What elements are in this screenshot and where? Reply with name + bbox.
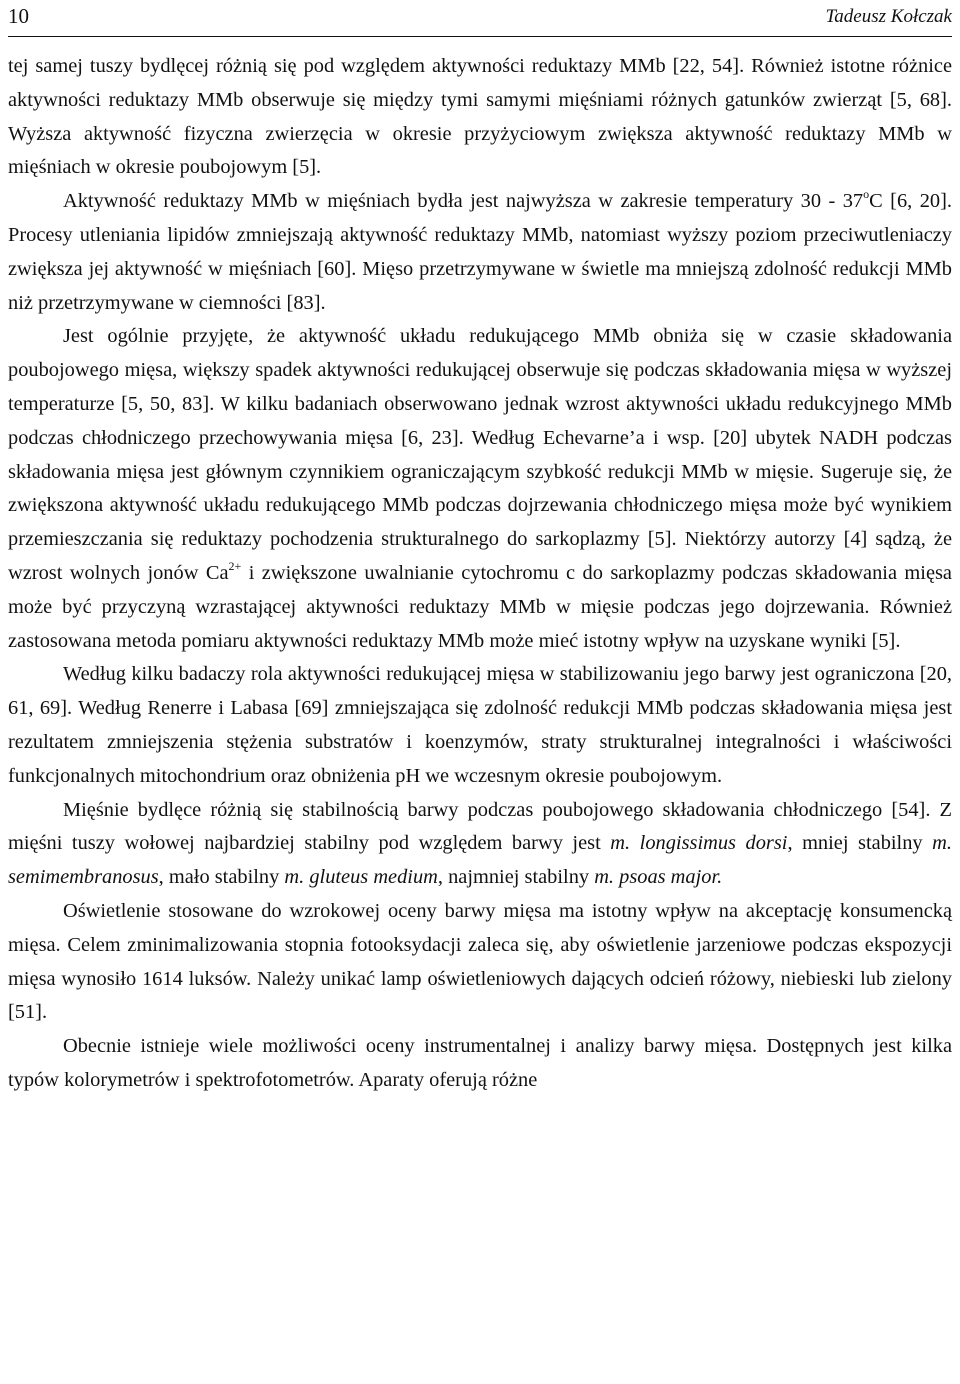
running-header xyxy=(8,0,952,37)
body-text xyxy=(8,50,952,1098)
paragraph-1: tej samej tuszy bydlęcej różnią się pod względem aktywności reduktazy MMb [22, 54]. Również istotne różnice aktywności reduktazy MMb obserwuje się między tymi samymi mięśniami różnych gatunków zwierząt [5, 68]. Wyższa aktywność fizyczna zwierzęcia w okresie przyżyciowym zwiększa aktywność reduktazy MMb w mięśniach w okresie poubojowym [5]. xyxy=(8,55,952,179)
paragraph-2-text-a: Aktywność reduktazy MMb w mięśniach bydła jest najwyższa w zakresie temperatury 30 - 37 xyxy=(63,190,864,213)
running-author: Tadeusz Kołczak xyxy=(825,6,952,27)
paragraph-6: Oświetlenie stosowane do wzrokowej oceny barwy mięsa ma istotny wpływ na akceptację konsumencką mięsa. Celem zminimalizowania stopnia fotooksydacji zaleca się, aby oświetlenie jarzeniowe podczas ekspozycji mięsa wynosiło 1614 luksów. Należy unikać lamp oświetleniowych dających odcień różowy, niebieski lub zielony [51]. xyxy=(8,899,952,1024)
degree-superscript: o xyxy=(863,187,870,202)
paragraph-5-seg: Mięśnie bydlęce różnią się stabilnością barwy podczas poubojowego składowania chłodniczego [54]. Z mięśni tuszy wołowej najbardziej stabilny pod względem barwy jest xyxy=(8,798,952,855)
paragraph-3 xyxy=(8,320,952,658)
paragraph-7: Obecnie istnieje wiele możliwości oceny instrumentalnej i analizy barwy mięsa. Dostępnych jest kilka typów kolorymetrów i spektrofotometrów. Aparaty oferują różne xyxy=(8,1035,952,1091)
paragraph-2 xyxy=(8,185,952,320)
muscle-name-psoas: m. psoas major. xyxy=(594,866,723,889)
paragraph-5-seg: , mniej stabilny xyxy=(787,832,933,855)
page-number: 10 xyxy=(8,4,29,28)
muscle-name-longissimus: m. longissimus dorsi xyxy=(610,832,788,855)
paragraph-2-text-b: C [6, 20]. Procesy utleniania lipidów zmniejszają aktywność reduktazy MMb, natomiast wyższy poziom przeciwutleniaczy zwiększa jej aktywność w mięśniach [60]. Mięso przetrzymywane w świetle ma mniejszą zdolność redukcji MMb niż przetrzymywane w ciemności [83]. xyxy=(8,190,952,314)
paragraph-5-seg: , mało stabilny xyxy=(158,866,285,889)
paragraph-3-text-a: Jest ogólnie przyjęte, że aktywność układu redukującego MMb obniża się w czasie składowania poubojowego mięsa, większy spadek aktywności redukującej obserwuje się podczas składowania mięsa w wyższej temperaturze [5, 50, 83]. W kilku badaniach obserwowano jednak wzrost aktywności układu redukcyjnego MMb podczas chłodniczego przechowywania mięsa [6, 23]. Według Echevarne’a i wsp. [20] ubytek NADH podczas składowania mięsa jest głównym czynnikiem ograniczającym szybkość redukcji MMb w mięsie. Sugeruje się, że zwiększona aktywność układu redukującego MMb podczas dojrzewania chłodniczego mięsa może być wynikiem przemieszczania się reduktazy pochodzenia strukturalnego do sarkoplazmy [5]. Niektórzy autorzy [4] sądzą, że wzrost wolnych jonów Ca xyxy=(8,325,952,584)
paragraph-5 xyxy=(8,794,952,895)
paragraph-3-text-b: i zwiększone uwalnianie cytochromu c do sarkoplazmy podczas składowania mięsa może być przyczyną wzrastającej aktywności reduktazy MMb w mięsie podczas jego dojrzewania. Również zastosowana metoda pomiaru aktywności reduktazy MMb może mieć istotny wpływ na uzyskane wyniki [5]. xyxy=(8,561,952,652)
muscle-name-semimembranosus: m. semimembranosus xyxy=(8,832,952,889)
muscle-name-gluteus: m. gluteus medium xyxy=(284,866,438,889)
ion-charge-superscript: 2+ xyxy=(228,558,242,573)
paragraph-4: Według kilku badaczy rola aktywności redukującej mięsa w stabilizowaniu jego barwy jest ograniczona [20, 61, 69]. Według Renerre i Labasa [69] zmniejszająca się zdolność redukcji MMb podczas składowania mięsa jest rezultatem zmniejszenia stężenia substratów i koenzymów, straty strukturalnej integralności i właściwości funkcjonalnych mitochondrium oraz obniżenia pH we wczesnym okresie poubojowym. xyxy=(8,663,952,787)
paragraph-5-seg: , najmniej stabilny xyxy=(437,866,595,889)
